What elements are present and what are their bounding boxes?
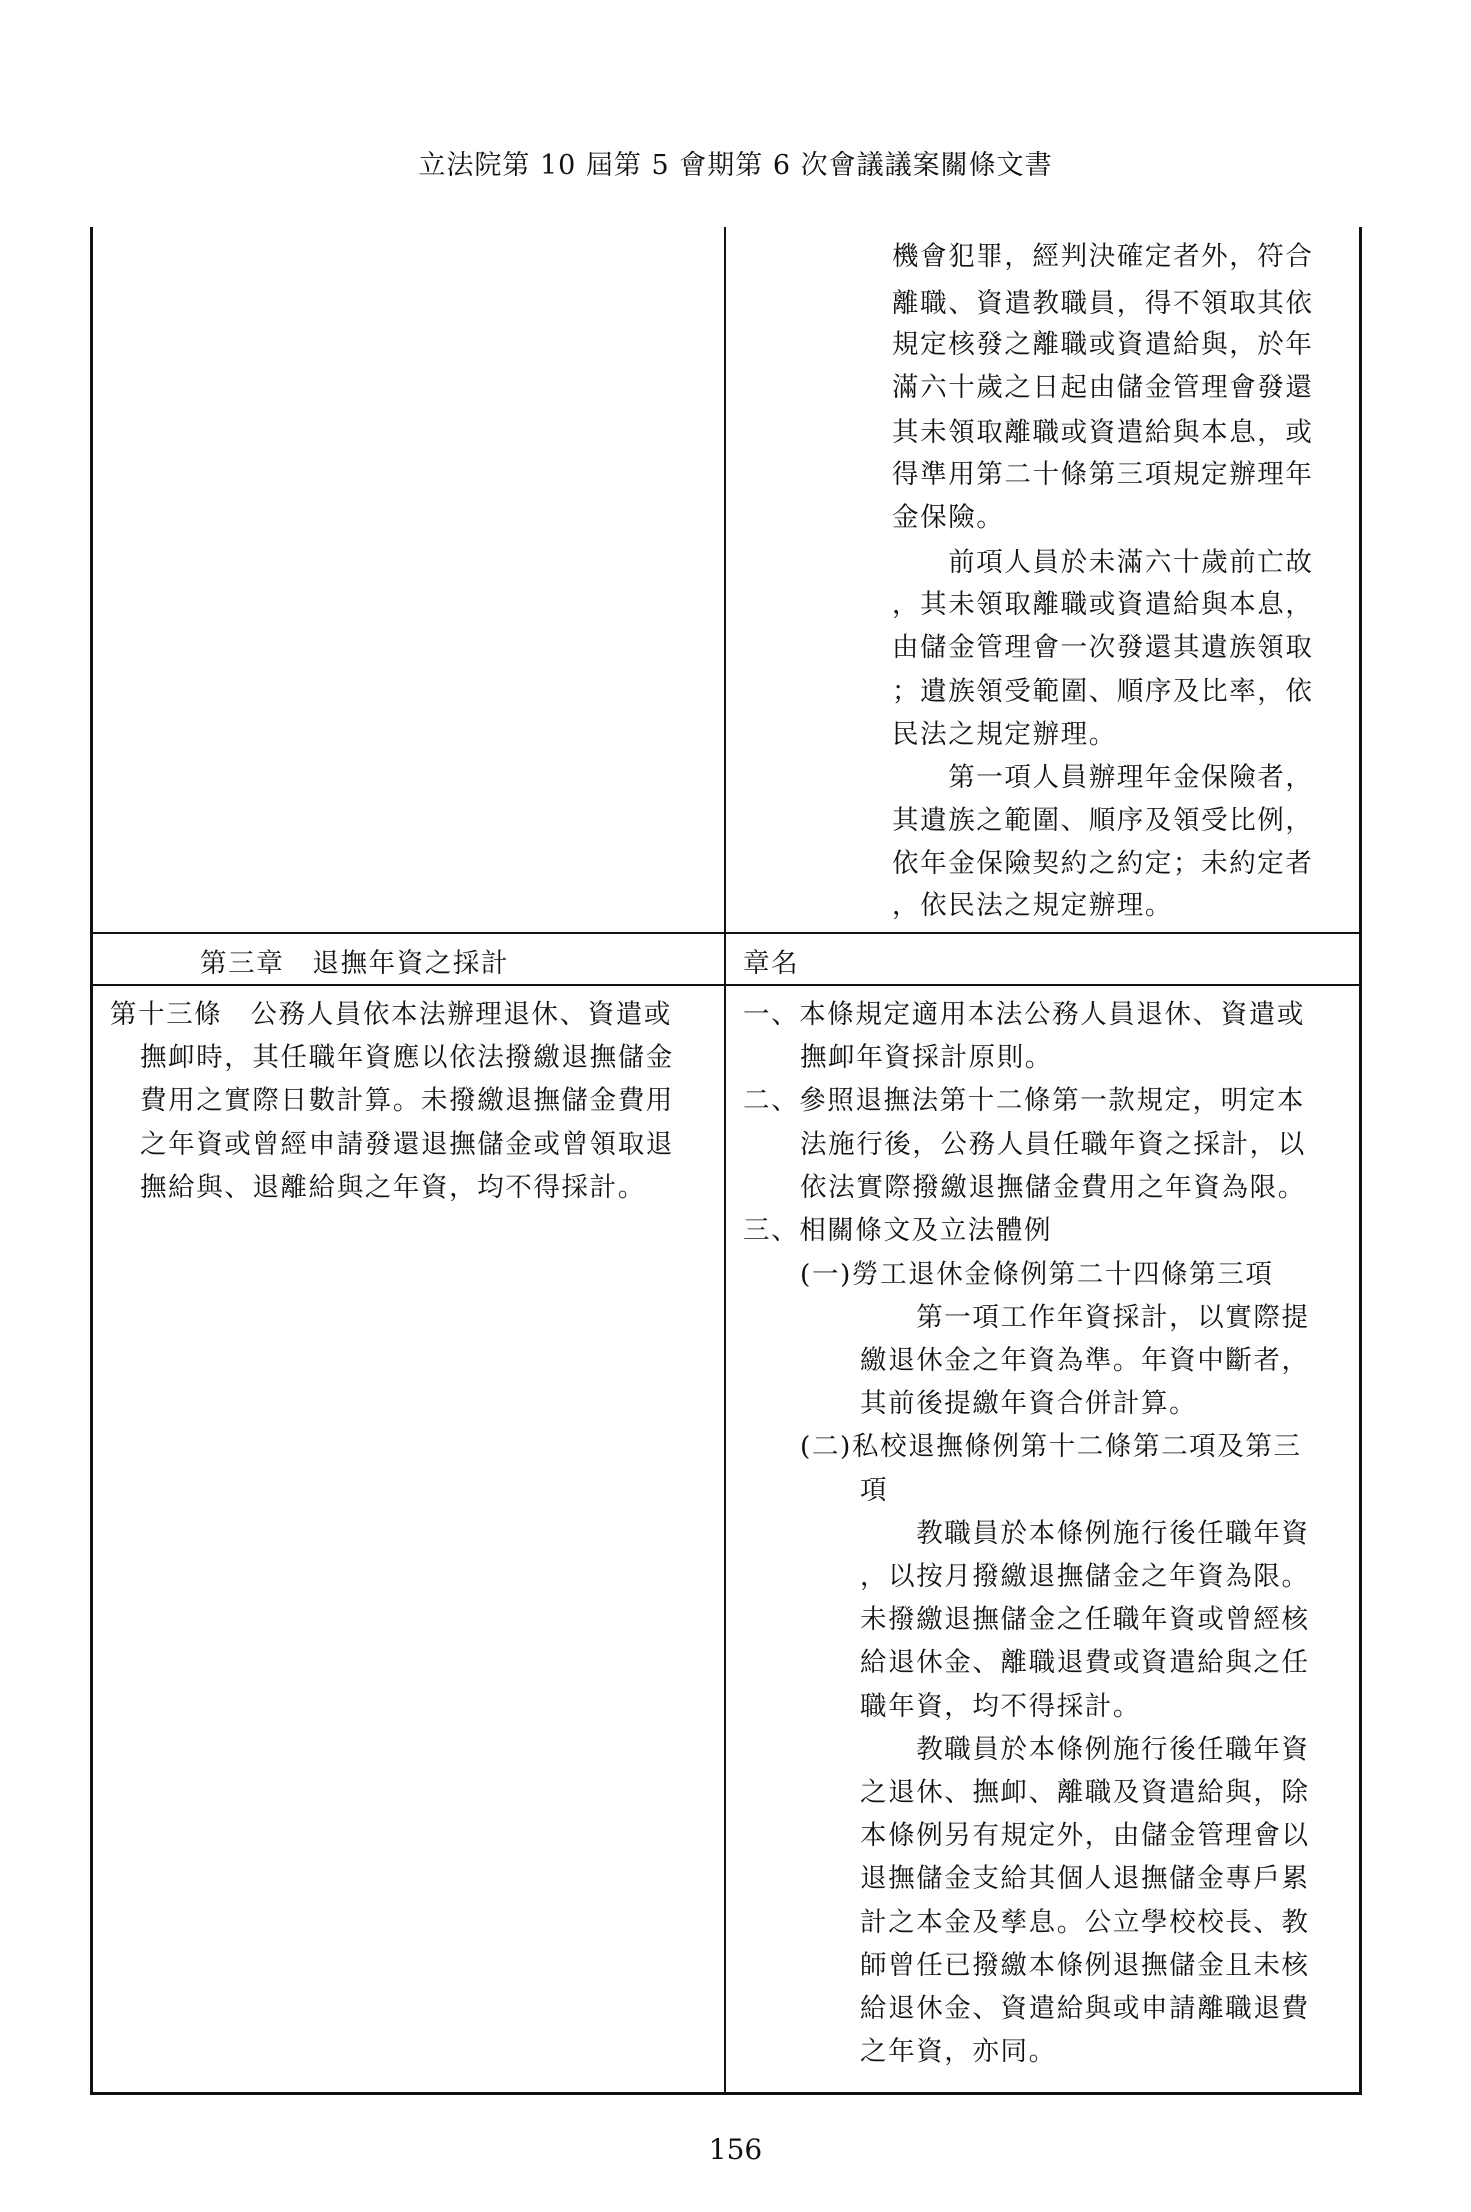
text-line: 繳退休金之年資為準。年資中斷者，: [860, 1345, 1310, 1376]
text-line: 第十三條 公務人員依本法辦理退休、資遣或: [110, 999, 672, 1030]
text-line: (一)勞工退休金條例第二十四條第三項: [800, 1259, 1274, 1290]
text-line: 之年資或曾經申請發還退撫儲金或曾領取退: [140, 1129, 674, 1160]
text-line: 項: [860, 1475, 889, 1506]
text-line: 機會犯罪，經判決確定者外，符合: [892, 241, 1314, 272]
chapter-title: 第三章 退撫年資之採計: [200, 948, 510, 979]
text-line: 職年資，均不得採計。: [860, 1691, 1141, 1722]
text-line: 依法實際撥繳退撫儲金費用之年資為限。: [800, 1172, 1306, 1203]
text-line: 其前後提繳年資合併計算。: [860, 1388, 1198, 1419]
table-bottom-border: [90, 2092, 1362, 2095]
text-line: 依年金保險契約之約定；未約定者: [892, 848, 1314, 879]
text-line: (二)私校退撫條例第十二條第二項及第三: [800, 1431, 1302, 1462]
text-line: ，以按月撥繳退撫儲金之年資為限。: [860, 1561, 1310, 1592]
text-line: 計之本金及孳息。公立學校校長、教: [860, 1907, 1310, 1938]
page-number: 156: [708, 2133, 763, 2166]
text-line: 未撥繳退撫儲金之任職年資或曾經核: [860, 1604, 1310, 1635]
text-line: 師曾任已撥繳本條例退撫儲金且未核: [860, 1950, 1310, 1981]
text-line: 撫給與、退離給與之年資，均不得採計。: [140, 1172, 646, 1203]
text-line: 教職員於本條例施行後任職年資: [860, 1518, 1310, 1549]
text-line: 前項人員於未滿六十歲前亡故: [892, 547, 1314, 578]
text-line: 其未領取離職或資遣給與本息，或: [892, 417, 1314, 448]
text-line: 給退休金、離職退費或資遣給與之任: [860, 1647, 1310, 1678]
text-line: 規定核發之離職或資遣給與，於年: [892, 329, 1314, 360]
text-line: ，其未領取離職或資遣給與本息，: [892, 589, 1314, 620]
text-line: 教職員於本條例施行後任職年資: [860, 1734, 1310, 1765]
text-line: 費用之實際日數計算。未撥繳退撫儲金費用: [140, 1085, 674, 1116]
text-line: 本條例另有規定外，由儲金管理會以: [860, 1820, 1310, 1851]
table-left-border: [90, 227, 93, 2095]
text-line: 金保險。: [892, 502, 1005, 533]
text-line: 第一項工作年資採計，以實際提: [860, 1302, 1310, 1333]
text-line: 給退休金、資遣給與或申請離職退費: [860, 1993, 1310, 2024]
text-line: ，依民法之規定辦理。: [892, 890, 1173, 921]
text-line: 三、相關條文及立法體例: [743, 1215, 1053, 1246]
text-line: 之退休、撫卹、離職及資遣給與，除: [860, 1777, 1310, 1808]
text-line: ；遺族領受範圍、順序及比率，依: [892, 676, 1314, 707]
text-line: 一、本條規定適用本法公務人員退休、資遣或: [743, 999, 1305, 1030]
text-line: 第一項人員辦理年金保險者，: [892, 762, 1314, 793]
text-line: 其遺族之範圍、順序及領受比例，: [892, 805, 1314, 836]
text-line: 之年資，亦同。: [860, 2036, 1057, 2067]
document-header: 立法院第 10 屆第 5 會期第 6 次會議議案關條文書: [418, 150, 1053, 181]
table-right-border: [1359, 227, 1362, 2095]
text-line: 退撫儲金支給其個人退撫儲金專戶累: [860, 1863, 1310, 1894]
text-line: 由儲金管理會一次發還其遺族領取: [892, 632, 1314, 663]
table-middle-divider: [724, 227, 726, 2095]
text-line: 民法之規定辦理。: [892, 719, 1117, 750]
text-line: 撫卹年資採計原則。: [800, 1042, 1053, 1073]
text-line: 滿六十歲之日起由儲金管理會發還: [892, 372, 1314, 403]
text-line: 二、參照退撫法第十二條第一款規定，明定本: [743, 1085, 1305, 1116]
text-line: 得準用第二十條第三項規定辦理年: [892, 459, 1314, 490]
text-line: 離職、資遣教職員，得不領取其依: [892, 288, 1314, 319]
row-divider-top: [90, 932, 1362, 934]
text-line: 撫卹時，其任職年資應以依法撥繳退撫儲金: [140, 1042, 674, 1073]
chapter-note: 章名: [743, 948, 800, 979]
text-line: 法施行後，公務人員任職年資之採計，以: [800, 1129, 1306, 1160]
